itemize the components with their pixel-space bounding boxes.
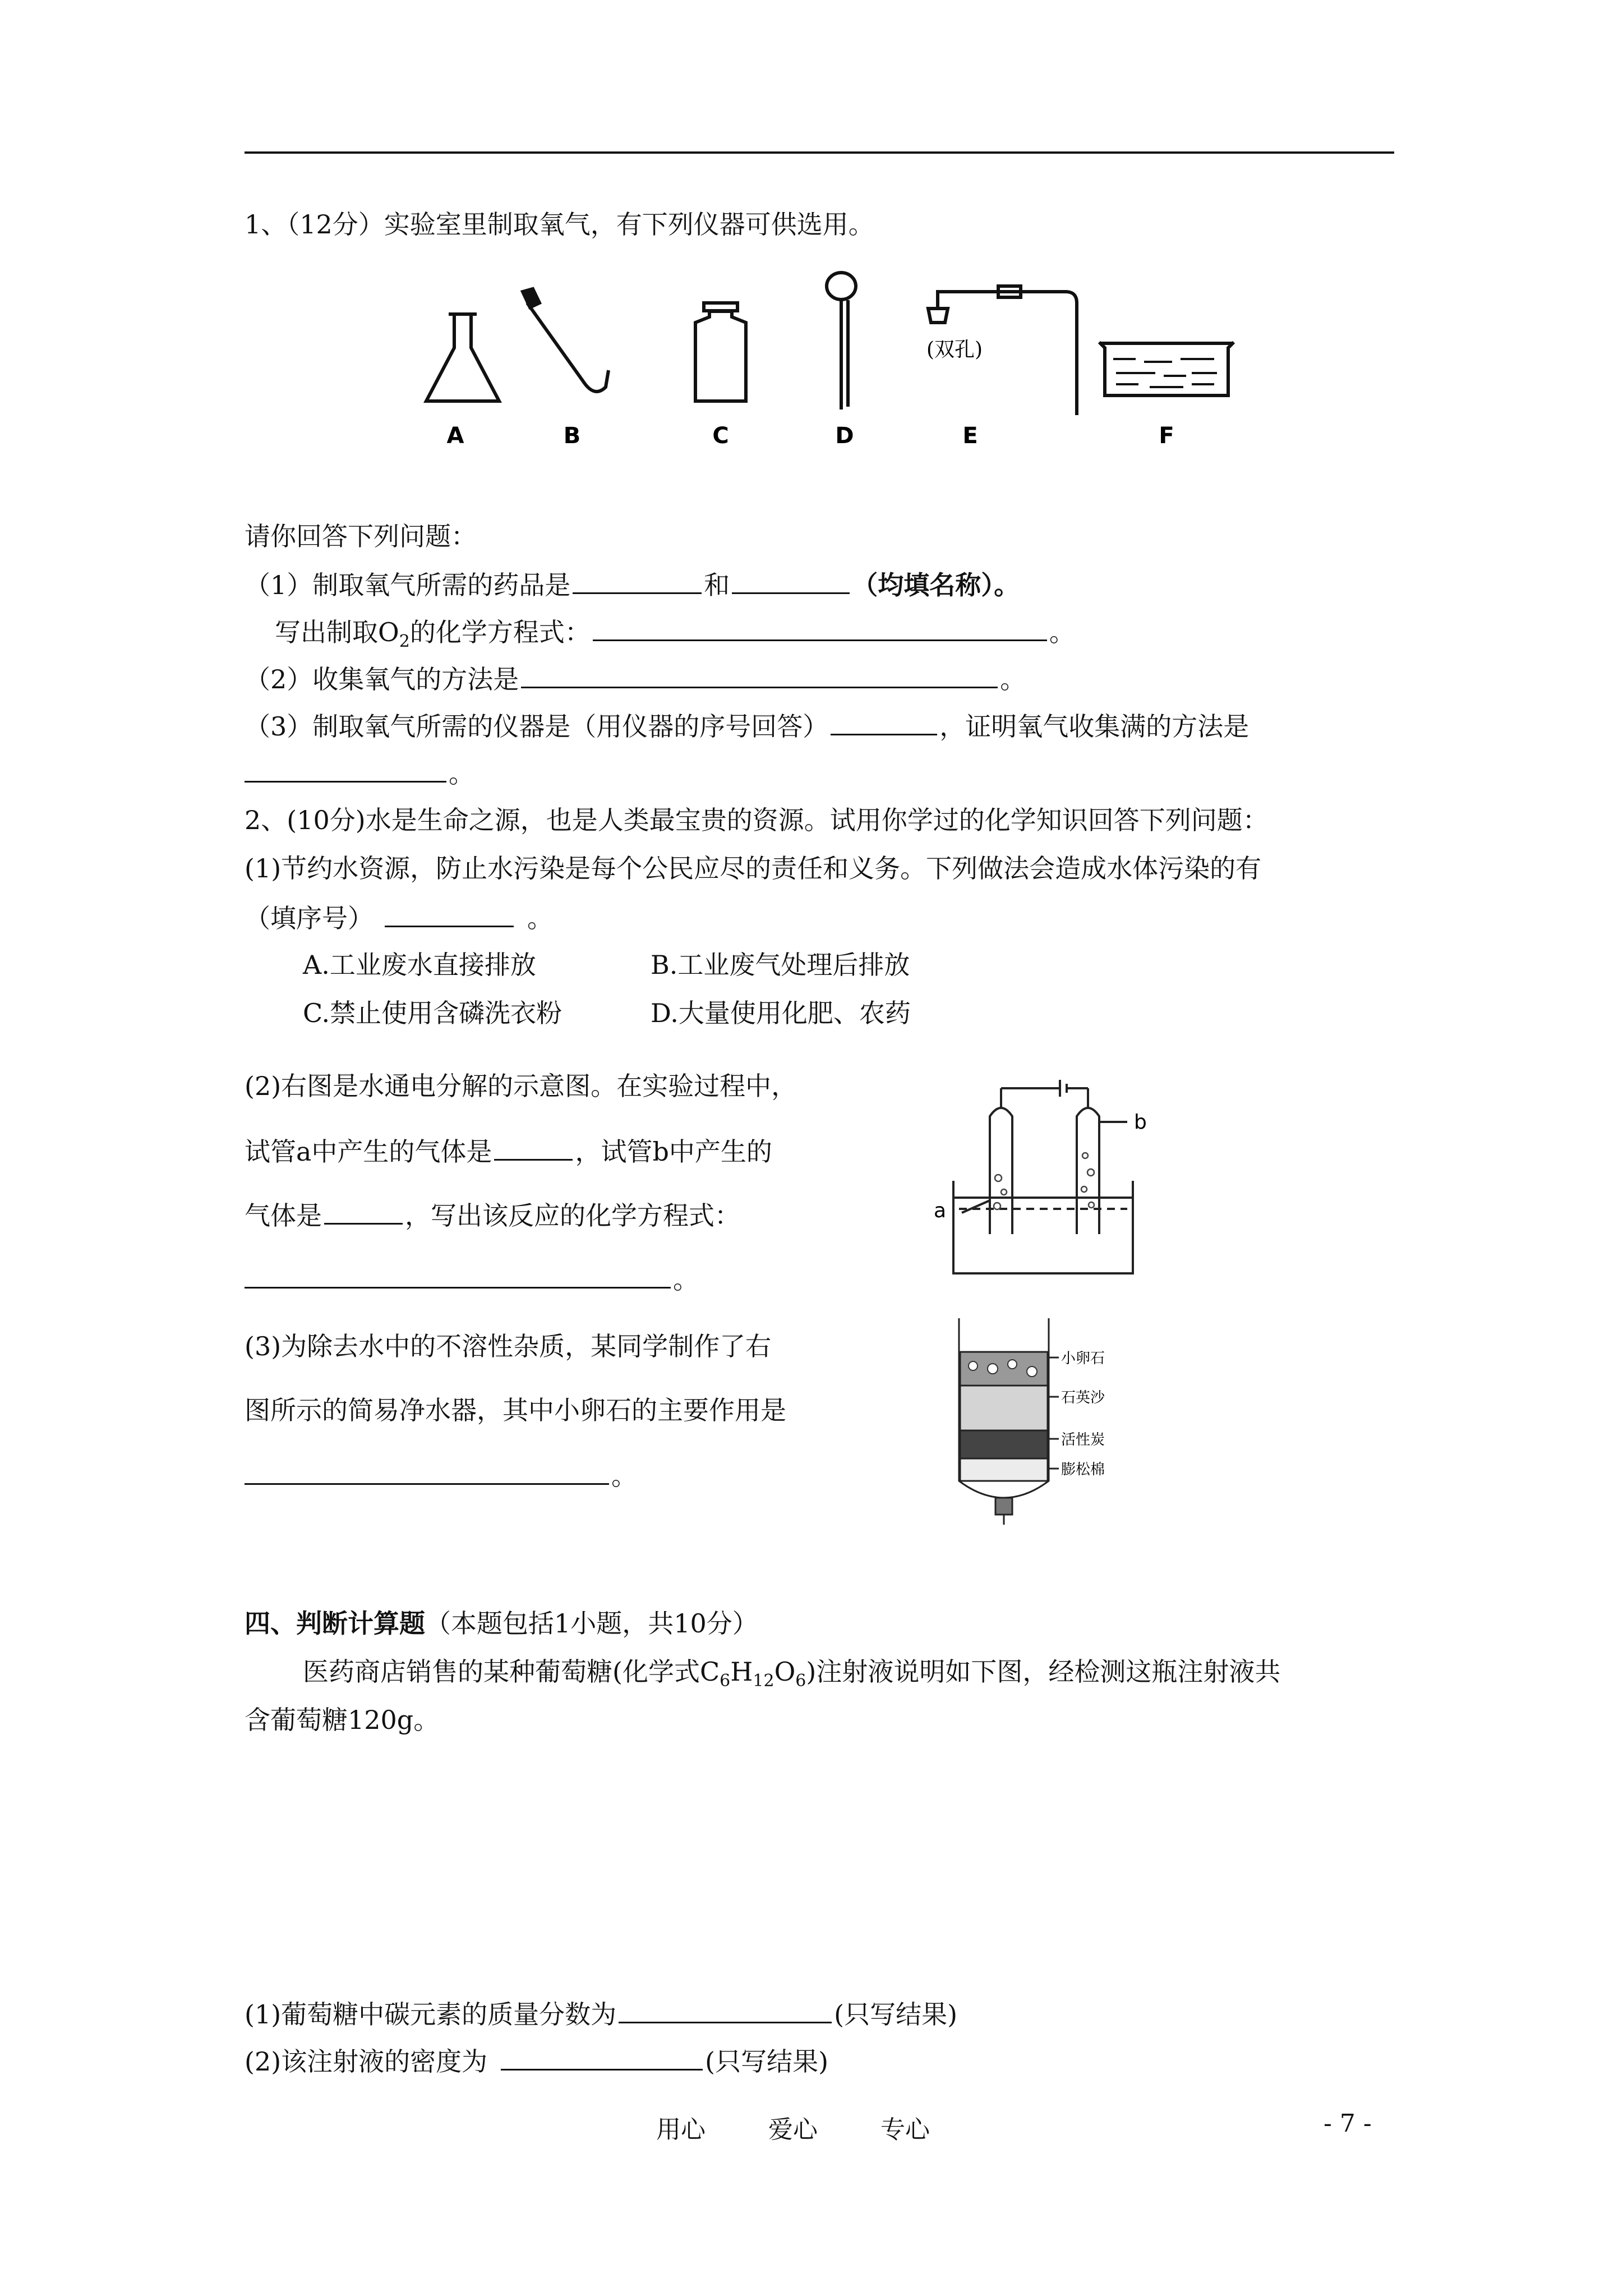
q2-part2-line1: (2)右图是水通电分解的示意图。在实验过程中，	[245, 1071, 797, 1101]
q1-part2: （2）收集氧气的方法是 。	[245, 661, 1026, 696]
layer-activated-carbon: 活性炭	[1061, 1432, 1105, 1448]
q2-part2-line2: 试管a中产生的气体是 ，试管b中产生的	[245, 1133, 772, 1168]
delivery-tube-b	[527, 303, 608, 392]
conical-flask-a	[426, 314, 499, 401]
label-c: C	[712, 423, 729, 449]
footer-motto-3: 专心	[880, 2115, 930, 2144]
stopper-e	[928, 309, 948, 323]
electrolysis-figure	[925, 1066, 1161, 1279]
answer-blank[interactable]	[831, 708, 937, 735]
page-number: - 7 -	[1324, 2109, 1372, 2138]
answer-blank[interactable]	[732, 567, 850, 594]
q2-part3-line2: 图所示的简易净水器，其中小卵石的主要作用是	[245, 1395, 786, 1425]
q1-part3: （3）制取氧气所需的仪器是（用仪器的序号回答） ，证明氧气收集满的方法是	[245, 708, 1249, 743]
layer-cotton: 膨松棉	[1061, 1461, 1105, 1478]
section-4-body-line1: 医药商店销售的某种葡萄糖(化学式$C_6H_{12}O_6$)注射液说明如下图，经检测这瓶注射液共	[303, 1657, 1281, 1691]
tube-label-b: b	[1134, 1111, 1147, 1134]
option-b: B.工业废气处理后排放	[651, 950, 910, 980]
answer-blank[interactable]	[494, 1133, 573, 1161]
answer-blank[interactable]	[501, 2043, 703, 2070]
answer-blank[interactable]	[521, 661, 998, 688]
q1-part1-equation: 写出制取$O_2$的化学方程式： 。	[275, 614, 1075, 659]
q2-part3-line3: 。	[245, 1457, 637, 1493]
answer-blank[interactable]	[245, 1457, 609, 1485]
q1-part3-cont: 。	[245, 755, 474, 790]
footer-motto-2: 爱心	[768, 2115, 818, 2144]
q2-part1: (1)节约水资源，防止水污染是每个公民应尽的责任和义务。下列做法会造成水体污染的有	[245, 853, 1262, 884]
label-b: B	[563, 423, 581, 449]
section-4-part1: (1)葡萄糖中碳元素的质量分数为 (只写结果)	[245, 1996, 957, 2031]
answer-blank[interactable]	[593, 614, 1047, 641]
water-filter-figure	[948, 1313, 1133, 1526]
header-rule	[245, 151, 1394, 154]
q1-title: 1、（12分）实验室里制取氧气，有下列仪器可供选用。	[245, 209, 874, 240]
q2-part3-line1: (3)为除去水中的不溶性杂质，某同学制作了右	[245, 1331, 772, 1361]
answer-blank[interactable]	[619, 1996, 832, 2023]
section-4-body-line2: 含葡萄糖120g。	[245, 1705, 440, 1735]
answer-blank[interactable]	[573, 567, 702, 594]
answer-blank[interactable]	[324, 1197, 403, 1225]
q1-part1: （1）制取氧气所需的药品是 和 （均填名称）。	[245, 567, 1020, 602]
label-d: D	[835, 423, 854, 449]
double-hole-note: (双孔)	[926, 338, 983, 361]
option-d: D.大量使用化肥、农药	[651, 998, 911, 1028]
footer-motto-1: 用心	[656, 2115, 706, 2144]
gas-jar-c	[695, 311, 746, 401]
section-4-part2: (2)该注射液的密度为 (只写结果)	[245, 2043, 828, 2078]
label-a: A	[446, 423, 464, 449]
option-a: A.工业废水直接排放	[303, 950, 536, 980]
q1-intro: 请你回答下列问题：	[245, 521, 477, 551]
q2-part1-cont: （填序号） 。	[245, 900, 553, 935]
tube-label-a: a	[934, 1199, 947, 1222]
answer-blank[interactable]	[245, 1261, 671, 1289]
answer-blank[interactable]	[385, 900, 514, 927]
label-e: E	[962, 423, 978, 449]
answer-blank[interactable]	[245, 755, 446, 783]
q2-part2-line4: 。	[245, 1261, 699, 1296]
section-4-heading: 四、判断计算题（本题包括1小题，共10分）	[245, 1608, 758, 1639]
label-f: F	[1159, 423, 1174, 449]
layer-pebbles: 小卵石	[1061, 1350, 1105, 1367]
funnel-d	[827, 273, 856, 300]
layer-quartz-sand: 石英沙	[1061, 1389, 1105, 1406]
option-c: C.禁止使用含磷洗衣粉	[303, 998, 562, 1028]
q2-part2-line3: 气体是 ，写出该反应的化学方程式：	[245, 1197, 740, 1232]
q2-title: 2、(10分)水是生命之源，也是人类最宝贵的资源。试用你学过的化学知识回答下列问题：	[245, 805, 1269, 835]
apparatus-figure	[393, 269, 1267, 460]
